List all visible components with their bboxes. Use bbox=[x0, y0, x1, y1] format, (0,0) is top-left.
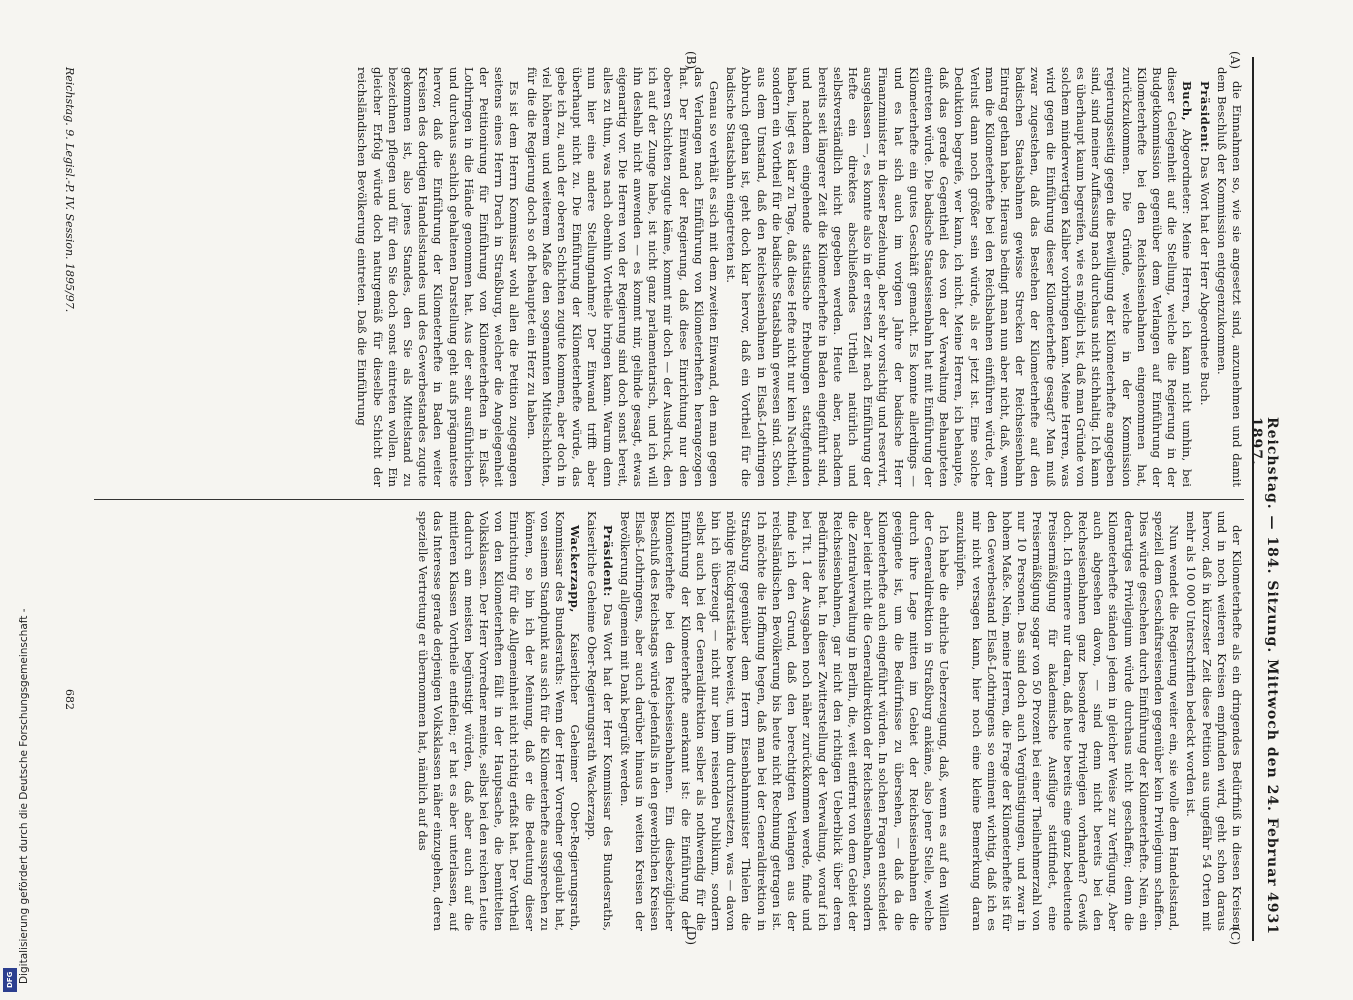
paragraph bbox=[1214, 67, 1244, 487]
paragraph bbox=[617, 511, 951, 931]
page-number: 4931 bbox=[1264, 892, 1280, 935]
margin-marker-d: (D) bbox=[684, 926, 698, 945]
paragraph-text: Abgeordneter: Meine Herren, ich kann nicht umhin, bei dieser Gelegenheit auf die Stellung, welche die Regierung in der Budgetkommission gegenüber dem Verlangen auf Einführung der Kilometerhefte bei den Reichseisenbahnen eingenommen hat, zurückzukommen. Die Gründe, welche in der Kommission regierungsseitig gegen die Bewilligung der Kilometerhefte angegeben sind, sind meiner Auffassung nach durchaus nicht stichhaltig. Ich kann es überhaupt kaum begreifen, wie es möglich ist, daß man Gründe von solchem minderwertigen Kaliber vorbringen kann. Meine Herren, was wird gegen die Einführung dieser Kilometerhefte gesagt? Man muß zwar zugestehen, daß das Bestehen der Kilometerhefte auf den badischen Staatsbahnen gewisse Strecken der Reichseisenbahn Eintrag gethan habe. Hieraus bedingt man nun aber nicht, daß, wenn man die Kilometerhefte bei den Reichsbahnen einführen würde, der Verlust dann noch größer sein würde, als er jetzt ist. Eine solche Deduktion begreife, wer kann, ich nicht. Meine Herren, ich behaupte, daß das gerade Gegentheil des von der Verwaltung Behaupteten eintreten würde. Die badische Staatseisenbahn hat mit Einführung der Kilometerhefte ein gutes Geschäft gemacht. Es konnte allerdings — und es hat sich auch im vorigen Jahre der badische Herr Finanzminister in dieser Beziehung, aber sehr vorsichtig und reservirt, ausgelassen —, es konnte also in der ersten Zeit nach Einführung der Hefte ein direktes abschließendes Urtheil natürlich und selbstverständlich nicht gegeben werden. Heute aber, nachdem bereits seit längerer Zeit die Kilometerhefte in Baden eingeführt sind, und nachdem eingehende statistische Erhebungen stattgefunden haben, liegt es klar zu Tage, daß diese Hefte nicht nur kein Nachtheil, sondern ein Vortheil für die badische Staatsbahn gewesen sind. Schon aus dem Umstand, daß den Reichseisenbahnen in Elsaß-Lothringen Abbruch gethan ist, geht doch klar hervor, daß ein Vortheil für die badische Staatsbahn eingetreten ist. bbox=[724, 67, 1195, 487]
paragraph bbox=[953, 511, 1181, 931]
paragraph bbox=[1183, 511, 1244, 931]
dfg-logo: DFG bbox=[3, 968, 17, 992]
paragraph-text: Das Wort hat der Herr Kommissar des Bundesraths, Kaiserliche Geheime Ober-Regierungsrath Wackerzapp. bbox=[585, 511, 615, 931]
paragraph bbox=[584, 511, 614, 931]
speaker-name: Buch, bbox=[1180, 81, 1195, 122]
column-divider bbox=[94, 499, 1244, 500]
paragraph-text: Kaiserlicher Geheimer Ober-Regierungsrath, Kommissar des Bundesraths: Wenn der Herr Vorredner geglaubt hat, von seinem Standpunkt aus sich für die Kilometerhefte aussprechen zu können, so bin ich der Meinung, daß er die Bedeutung dieser Einrichtung für die Allgemeinheit nicht richtig erfaßt hat. Der Vortheil von den Kilometerheften fällt in der Hauptsache, die bemittelten Volksklassen. Der Herr Vorredner meinte, selbst bei den reichen Leute dadurch am meisten begünstigt würden, daß aber auch auf die mittleren Klassen Vortheile entfielen; er hat es aber unterlassen, auf das Interesse gerade derjenigen Volksklassen näher einzugehen, deren spezielle Vertretung er übernommen hat, nämlich auf das bbox=[416, 511, 583, 931]
margin-marker-c: (C) bbox=[1228, 926, 1242, 945]
paragraph-text: Genau so verhält es sich mit dem zweiten Einwand, den man gegen das Verlangen nach Einführung von Kilometerheften herangezogen hat. Der Einwand der Regierung, daß diese Einrichtung nur den oberen Schichten zugute käme, kommt mir doch — der Ausdruck, den ich auf der Zunge habe, ist nicht ganz parlamentarisch, und ich will ihn deshalb nicht anwenden — es kommt mir, gelinde gesagt, etwas eigenartig vor. Die Herren von der Regierung sind doch sonst bereit, alles zu thun, was nach obenhin Vortheile bringen kann. Warum denn nun hier eine andere Stellungnahme? Der Einwand trifft aber überhaupt nicht zu. Die Einführung der Kilometerhefte würde, das gebe ich zu, auch der oberen Schichten zugute kommen, aber doch in viel höherem und weiterem Maße den sogenannten Mittelschichten, für die die Regierung doch so oft behauptet ein Herz zu haben. bbox=[524, 67, 722, 487]
page-header bbox=[1248, 57, 1282, 941]
paragraph-text: die Einnahmen so, wie sie angesetzt sind, anzunehmen und damit dem Beschluß der Kommission entgegenzukommen. bbox=[1214, 67, 1244, 487]
paragraph bbox=[523, 67, 721, 487]
paragraph-text: Nun wendet die Regierung weiter ein, sie wolle dem Handelsstand, speziell dem Geschäftsreisenden gegenüber kein Privilegium schaffen. Dies würde geschehen durch Einführung der Kilometerhefte. Nein, ein derartiges Privilegium würde durchaus nicht geschaffen; denn die Kilometerhefte ständen jedem in gleicher Weise zur Verfügung. Aber auch abgesehen davon, — sind denn nicht bereits bei den Reichseisenbahnen ganz besondere Privilegien vorhanden? Gewiß doch. Ich erinnere nur daran, daß heute bereits eine ganz bedeutende Preisermäßigung für akademische Ausflüge stattfindet, eine Preisermäßigung sogar von 50 Prozent bei einer Theilnehmerzahl von nur 10 Personen. Das sind doch auch Vergünstigungen, und zwar in hohem Maße. Nein, meine Herren, die Frage der Kilometerhefte ist für den Gewerbestand Elsaß-Lothringens so eminent wichtig, daß ich es mir nicht versagen kann, hier noch eine kleine Bemerkung daran anzuknüpfen. bbox=[954, 511, 1182, 931]
footer-session: Reichstag. 9. Legisl.-P. IV. Session. 1895/97. bbox=[63, 67, 76, 313]
page-content bbox=[38, 49, 1288, 949]
footer-page-number: 682 bbox=[63, 689, 76, 710]
paragraph bbox=[1196, 67, 1211, 487]
credit-strip bbox=[0, 0, 30, 1000]
header-rule bbox=[1252, 57, 1254, 941]
speaker-name: Präsident: bbox=[600, 525, 615, 597]
paragraph-text: Das Wort hat der Herr Abgeordnete Buch. bbox=[1197, 156, 1212, 406]
left-column bbox=[64, 67, 1244, 487]
paragraph-text: der Kilometerhefte als ein dringendes Bedürfniß in diesen Kreisen und in noch weiteren Kreisen empfunden wird, geht schon daraus hervor, daß in kürzester Zeit diese Petition aus ungefähr 54 Orten mit mehr als 10 000 Unterschriften bedeckt worden ist. bbox=[1184, 511, 1244, 931]
right-column bbox=[64, 511, 1244, 931]
paragraph-text: Es ist dem Herrn Kommissar wohl allen die Petition zugegangen seitens eines Herrn Drach in Straßburg, welcher die Angelegenheit der Petitionirung für Einführung von Kilometerheften in Elsaß-Lothringen in die Hände genommen hat. Aus der sehr ausführlichen und durchaus sachlich gehaltenen Darstellung geht aufs prägnanteste hervor, daß die Einführung der Kilometerhefte in Baden weiter Kreisen des dortigen Handelsstandes und des Gewerbestandes zugute gekommen ist, also jenes Standes, den Sie als Mittelstand zu bezeichnen pflegen und für den Sie doch sonst eintreten wollen. Ein gleicher Erfolg würde doch naturgemäß für dieselbe Schicht der reichsländischen Bevölkerung eintreten. Daß die Einführung bbox=[355, 67, 522, 487]
paragraph bbox=[354, 67, 521, 487]
paragraph-text: Ich habe die ehrliche Ueberzeugung, daß, wenn es auf den Willen der Generaldirektion in Straßburg ankäme, also jener Stelle, welche durch ihre Lage mitten im Gebiet der Reichseisenbahnen die geeignete ist, um die Bedürfnisse zu übersehen, — daß da die Kilometerhefte auch eingeführt würden. In solchen Fragen entscheidet aber leider nicht die Generaldirektion der Reichseisenbahnen, sondern die Zentralverwaltung in Berlin, die, weit entfernt von dem Gebiet der Reichseisenbahnen, gar nicht den richtigen Ueberblick über deren Bedürfnisse hat. In dieser Zwitterstellung der Verwaltung, worauf ich bei Tit. 1 der Ausgaben noch näher zurückkommen werde, finde und finde ich den Grund, daß den berechtigten Verlangen aus der reichsländischen Bevölkerung bis heute nicht Rechnung getragen ist. Ich möchte die Hoffnung hegen, daß man bei der Generaldirektion in Straßburg gegenüber dem Herrn Eisenbahnminister Thielen die nöthige Rückgratstärke beweist, um ihm durchzusetzen, was — davon bin ich überzeugt — nicht nur beim reisenden Publikum, sondern selbst auch bei der Generaldirektion selber als nothwendig für die Einführung der Kilometerhefte anerkannt ist: die Einführung der Kilometerhefte bei den Reichseisenbahnen. Ein diesbezüglicher Beschluß des Reichstags würde jedenfalls in den gewerblichen Kreisen Elsaß-Lothringens, aber auch darüber hinaus in weiten Kreisen der Bevölkerung allgemein mit Dank begrüßt werden. bbox=[617, 511, 952, 931]
margin-marker-a: (A) bbox=[1228, 51, 1242, 70]
rotated-page-frame bbox=[38, 49, 1288, 949]
paragraph bbox=[415, 511, 582, 931]
paragraph bbox=[723, 67, 1194, 487]
page-title: Reichstag. — 184. Sitzung. Mittwoch den 24. Februar 1897. bbox=[1248, 417, 1280, 887]
digitization-credit: Digitalisierung gefördert durch die Deutsche Forschungsgemeinschaft - bbox=[18, 608, 30, 984]
speaker-name: Wackerzapp, bbox=[568, 525, 583, 613]
margin-marker-b: (B) bbox=[684, 51, 698, 70]
speaker-name: Präsident: bbox=[1197, 81, 1212, 153]
